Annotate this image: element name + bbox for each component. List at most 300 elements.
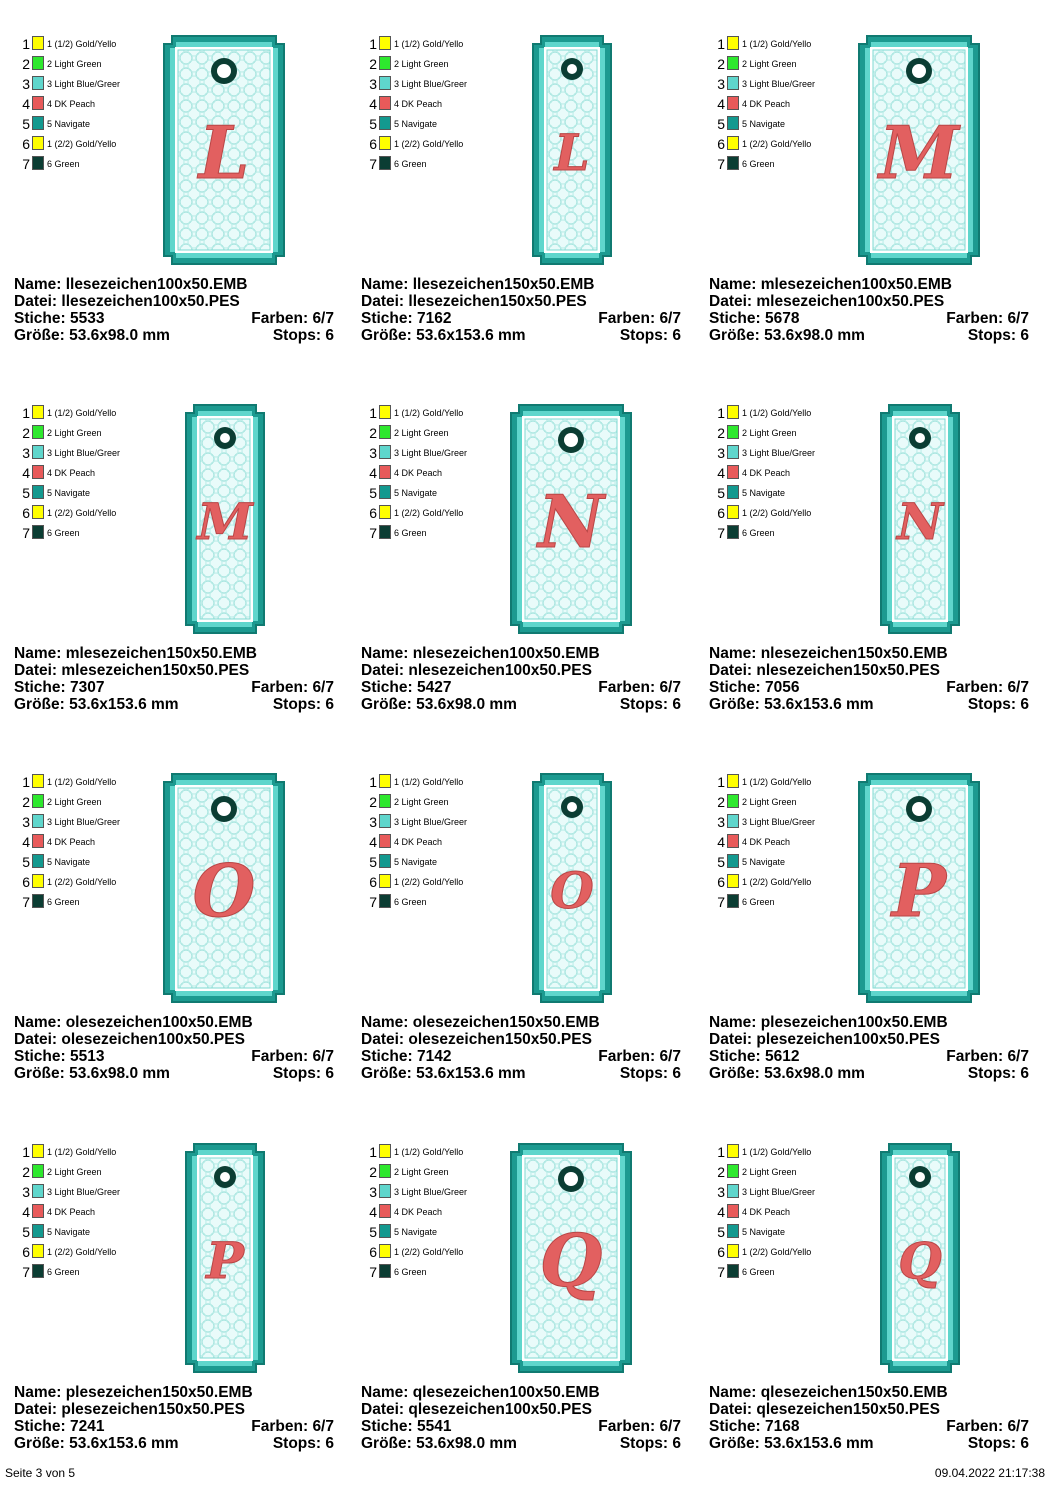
field-label: Größe: — [709, 1435, 760, 1452]
info-line — [14, 1384, 334, 1401]
legend-row — [20, 1142, 138, 1162]
legend-row — [367, 134, 485, 154]
color-swatch — [379, 1164, 391, 1178]
field-label: Stops: — [619, 327, 669, 344]
info-left — [709, 1401, 940, 1418]
legend-number: 1 — [717, 36, 725, 52]
field-label: Name: — [709, 1384, 757, 1401]
color-swatch — [727, 156, 739, 170]
info-right — [968, 696, 1029, 713]
info-left — [709, 1048, 799, 1065]
legend-number: 4 — [369, 465, 377, 481]
field-label: Stiche: — [709, 679, 761, 696]
legend-label: 2 Light Green — [394, 59, 449, 69]
info-left — [14, 696, 179, 713]
color-swatch — [379, 1144, 391, 1158]
legend-row — [715, 1222, 833, 1242]
color-swatch — [727, 1204, 739, 1218]
color-swatch — [727, 774, 739, 788]
legend-number: 1 — [22, 36, 30, 52]
legend-number: 7 — [22, 525, 30, 541]
info-line — [709, 645, 1029, 662]
field-value: 7241 — [70, 1418, 105, 1435]
info-left — [14, 327, 170, 344]
legend-number: 4 — [22, 465, 30, 481]
legend-label: 2 Light Green — [47, 797, 102, 807]
field-value: nlesezeichen150x50.PES — [756, 662, 940, 679]
legend-row — [367, 523, 485, 543]
legend-row — [715, 792, 833, 812]
field-value: 6/7 — [659, 1418, 681, 1435]
legend-label: 3 Light Blue/Greer — [47, 79, 121, 89]
legend-row — [20, 852, 138, 872]
bookmark-preview — [184, 1142, 266, 1374]
field-label: Stops: — [619, 696, 669, 713]
legend-row — [20, 94, 138, 114]
monogram-letter: M — [879, 110, 959, 195]
legend-number: 2 — [369, 425, 377, 441]
legend-row — [367, 1222, 485, 1242]
legend-label: 4 DK Peach — [47, 837, 96, 847]
field-value: 6/7 — [659, 1048, 681, 1065]
legend-number: 6 — [22, 874, 30, 890]
info-left — [361, 696, 517, 713]
color-swatch — [379, 425, 391, 439]
info-right — [620, 1435, 681, 1452]
field-label: Stiche: — [709, 310, 761, 327]
legend-label: 1 (2/2) Gold/Yello — [47, 1247, 117, 1257]
field-value: 7162 — [417, 310, 452, 327]
info-line — [14, 1065, 334, 1082]
field-value: olesezeichen100x50.PES — [61, 1031, 245, 1048]
color-swatch — [379, 525, 391, 539]
legend-label: 2 Light Green — [742, 428, 797, 438]
legend-label: 6 Green — [47, 897, 80, 907]
color-legend — [20, 34, 138, 174]
info-left — [709, 662, 940, 679]
info-line — [361, 1048, 681, 1065]
design-info — [709, 1384, 1029, 1452]
legend-number: 7 — [369, 525, 377, 541]
info-line — [709, 1435, 1029, 1452]
legend-label: 5 Navigate — [742, 1227, 786, 1237]
field-value: 53.6x153.6 mm — [764, 696, 874, 713]
info-line — [709, 293, 1029, 310]
field-value: 7307 — [70, 679, 105, 696]
field-label: Farben: — [946, 1048, 1004, 1065]
legend-row — [20, 1242, 138, 1262]
color-swatch — [32, 136, 44, 150]
color-legend — [715, 772, 833, 912]
info-left — [709, 1031, 940, 1048]
legend-number: 2 — [22, 56, 30, 72]
info-line — [709, 1418, 1029, 1435]
color-legend — [367, 772, 485, 912]
info-line — [14, 293, 334, 310]
field-value: plesezeichen100x50.PES — [756, 1031, 940, 1048]
legend-label: 5 Navigate — [47, 857, 91, 867]
field-label: Stiche: — [361, 679, 413, 696]
legend-number: 5 — [717, 854, 725, 870]
color-swatch — [379, 1244, 391, 1258]
info-right — [273, 1435, 334, 1452]
info-left — [709, 276, 952, 293]
design-card — [361, 1136, 701, 1496]
field-label: Stops: — [619, 1435, 669, 1452]
info-left — [361, 310, 451, 327]
legend-row — [20, 1182, 138, 1202]
info-right — [251, 310, 334, 327]
info-line — [361, 662, 681, 679]
legend-row — [20, 872, 138, 892]
field-label: Name: — [14, 645, 62, 662]
legend-label: 4 DK Peach — [394, 1207, 443, 1217]
legend-row — [715, 154, 833, 174]
bookmark-preview — [531, 34, 613, 266]
legend-number: 5 — [369, 854, 377, 870]
field-value: nlesezeichen100x50.PES — [408, 662, 592, 679]
legend-number: 5 — [717, 485, 725, 501]
legend-number: 3 — [22, 814, 30, 830]
legend-row — [20, 892, 138, 912]
field-value: qlesezeichen100x50.EMB — [412, 1384, 600, 1401]
info-left — [709, 310, 799, 327]
field-value: 6/7 — [312, 679, 334, 696]
info-line — [14, 1418, 334, 1435]
legend-row — [715, 114, 833, 134]
legend-number: 7 — [22, 156, 30, 172]
legend-label: 3 Light Blue/Greer — [394, 1187, 468, 1197]
legend-row — [367, 792, 485, 812]
color-swatch — [727, 116, 739, 130]
info-left — [361, 645, 600, 662]
legend-label: 1 (2/2) Gold/Yello — [394, 877, 464, 887]
legend-label: 4 DK Peach — [394, 837, 443, 847]
legend-row — [20, 1202, 138, 1222]
info-line — [709, 1065, 1029, 1082]
legend-label: 6 Green — [47, 159, 80, 169]
field-label: Datei: — [709, 1031, 753, 1048]
legend-row — [367, 812, 485, 832]
bookmark-preview — [162, 34, 286, 266]
color-swatch — [379, 485, 391, 499]
info-left — [361, 327, 526, 344]
legend-label: 1 (1/2) Gold/Yello — [47, 39, 117, 49]
info-left — [361, 1065, 526, 1082]
color-swatch — [727, 1184, 739, 1198]
legend-row — [367, 54, 485, 74]
info-line — [361, 696, 681, 713]
legend-number: 5 — [717, 1224, 725, 1240]
info-left — [14, 679, 104, 696]
legend-row — [715, 1182, 833, 1202]
legend-number: 1 — [717, 405, 725, 421]
legend-row — [367, 34, 485, 54]
info-line — [14, 1435, 334, 1452]
field-label: Farben: — [251, 679, 309, 696]
color-swatch — [379, 894, 391, 908]
field-label: Datei: — [14, 1401, 58, 1418]
legend-number: 5 — [22, 485, 30, 501]
bookmark-preview — [879, 403, 961, 635]
legend-label: 4 DK Peach — [47, 468, 96, 478]
legend-label: 2 Light Green — [47, 59, 102, 69]
color-swatch — [32, 36, 44, 50]
color-swatch — [32, 525, 44, 539]
legend-number: 6 — [369, 874, 377, 890]
color-swatch — [32, 1144, 44, 1158]
field-label: Farben: — [251, 1048, 309, 1065]
info-left — [361, 1418, 451, 1435]
legend-label: 3 Light Blue/Greer — [47, 1187, 121, 1197]
info-left — [361, 1435, 517, 1452]
legend-row — [20, 1162, 138, 1182]
color-swatch — [727, 405, 739, 419]
legend-label: 2 Light Green — [394, 1167, 449, 1177]
legend-label: 4 DK Peach — [47, 1207, 96, 1217]
legend-row — [367, 503, 485, 523]
field-label: Name: — [709, 276, 757, 293]
info-right — [620, 327, 681, 344]
field-value: 5513 — [70, 1048, 105, 1065]
legend-label: 5 Navigate — [47, 1227, 91, 1237]
field-value: 6/7 — [1007, 679, 1029, 696]
field-label: Größe: — [14, 1065, 65, 1082]
bookmark-preview — [509, 403, 633, 635]
legend-number: 6 — [717, 874, 725, 890]
field-value: llesezeichen100x50.PES — [61, 293, 240, 310]
monogram-letter: M — [197, 492, 253, 551]
legend-label: 1 (1/2) Gold/Yello — [394, 408, 464, 418]
field-label: Stiche: — [361, 1418, 413, 1435]
info-left — [361, 679, 451, 696]
info-left — [361, 1384, 600, 1401]
field-value: 53.6x153.6 mm — [416, 1065, 526, 1082]
color-swatch — [727, 1144, 739, 1158]
info-left — [361, 293, 587, 310]
legend-row — [367, 443, 485, 463]
design-card — [361, 28, 701, 388]
legend-label: 6 Green — [742, 897, 775, 907]
info-line — [361, 1384, 681, 1401]
info-line — [709, 1031, 1029, 1048]
field-value: olesezeichen100x50.EMB — [65, 1014, 253, 1031]
legend-number: 6 — [22, 1244, 30, 1260]
field-label: Name: — [361, 1384, 409, 1401]
field-value: llesezeichen100x50.EMB — [65, 276, 248, 293]
field-value: 53.6x98.0 mm — [69, 1065, 170, 1082]
monogram-letter: L — [198, 110, 250, 195]
legend-row — [715, 852, 833, 872]
info-line — [361, 276, 681, 293]
info-left — [14, 1065, 170, 1082]
info-left — [14, 1031, 245, 1048]
info-left — [709, 327, 865, 344]
legend-label: 6 Green — [394, 1267, 427, 1277]
field-value: 53.6x153.6 mm — [69, 696, 179, 713]
info-left — [361, 276, 595, 293]
color-swatch — [32, 116, 44, 130]
design-card — [361, 397, 701, 757]
bookmark-preview — [531, 772, 613, 1004]
field-value: 53.6x153.6 mm — [69, 1435, 179, 1452]
field-value: mlesezeichen100x50.PES — [756, 293, 945, 310]
field-label: Stiche: — [361, 310, 413, 327]
legend-number: 6 — [369, 136, 377, 152]
field-value: plesezeichen150x50.EMB — [65, 1384, 253, 1401]
legend-number: 6 — [717, 505, 725, 521]
legend-label: 4 DK Peach — [47, 99, 96, 109]
legend-row — [715, 872, 833, 892]
legend-row — [715, 892, 833, 912]
info-line — [14, 1401, 334, 1418]
field-label: Datei: — [361, 1401, 405, 1418]
field-value: 6/7 — [1007, 310, 1029, 327]
legend-label: 6 Green — [742, 1267, 775, 1277]
legend-number: 2 — [369, 1164, 377, 1180]
legend-number: 7 — [717, 525, 725, 541]
legend-number: 3 — [717, 76, 725, 92]
legend-row — [20, 463, 138, 483]
info-left — [14, 1014, 253, 1031]
legend-row — [715, 1262, 833, 1282]
legend-number: 7 — [369, 894, 377, 910]
field-value: 6 — [672, 1065, 681, 1082]
legend-label: 2 Light Green — [394, 797, 449, 807]
info-line — [361, 645, 681, 662]
monogram-letter: P — [206, 1231, 244, 1290]
legend-number: 5 — [369, 1224, 377, 1240]
info-right — [251, 679, 334, 696]
design-info — [14, 1384, 334, 1452]
legend-row — [715, 832, 833, 852]
bookmark-preview — [857, 772, 981, 1004]
legend-label: 3 Light Blue/Greer — [742, 448, 816, 458]
legend-row — [367, 94, 485, 114]
legend-number: 3 — [22, 1184, 30, 1200]
legend-row — [367, 483, 485, 503]
bookmark-preview — [879, 1142, 961, 1374]
design-info — [361, 645, 681, 713]
field-label: Farben: — [598, 679, 656, 696]
field-value: llesezeichen150x50.PES — [408, 293, 587, 310]
field-value: 6 — [325, 327, 334, 344]
field-value: 6/7 — [1007, 1418, 1029, 1435]
bookmark-preview — [509, 1142, 633, 1374]
info-left — [14, 276, 248, 293]
legend-row — [367, 403, 485, 423]
field-value: nlesezeichen100x50.EMB — [412, 645, 600, 662]
legend-row — [367, 1142, 485, 1162]
design-card — [709, 1136, 1049, 1496]
field-value: 6 — [1020, 1435, 1029, 1452]
legend-label: 1 (2/2) Gold/Yello — [47, 508, 117, 518]
field-label: Farben: — [251, 1418, 309, 1435]
field-label: Farben: — [946, 679, 1004, 696]
info-right — [598, 679, 681, 696]
legend-label: 3 Light Blue/Greer — [742, 1187, 816, 1197]
legend-label: 1 (1/2) Gold/Yello — [47, 408, 117, 418]
legend-row — [715, 503, 833, 523]
legend-row — [367, 892, 485, 912]
color-swatch — [379, 405, 391, 419]
field-label: Datei: — [14, 662, 58, 679]
design-card — [709, 28, 1049, 388]
info-right — [946, 679, 1029, 696]
info-right — [968, 327, 1029, 344]
color-swatch — [32, 76, 44, 90]
legend-row — [367, 423, 485, 443]
legend-number: 5 — [22, 1224, 30, 1240]
legend-row — [715, 1162, 833, 1182]
legend-row — [20, 154, 138, 174]
info-left — [709, 1014, 948, 1031]
legend-number: 6 — [717, 136, 725, 152]
color-swatch — [32, 465, 44, 479]
color-legend — [367, 1142, 485, 1282]
info-left — [14, 1384, 253, 1401]
color-swatch — [32, 1244, 44, 1258]
legend-row — [20, 114, 138, 134]
info-right — [620, 696, 681, 713]
legend-label: 5 Navigate — [742, 119, 786, 129]
bookmark-preview — [162, 772, 286, 1004]
info-right — [273, 327, 334, 344]
legend-label: 1 (1/2) Gold/Yello — [742, 777, 812, 787]
color-swatch — [379, 774, 391, 788]
color-swatch — [727, 136, 739, 150]
color-swatch — [379, 445, 391, 459]
field-value: 6 — [672, 1435, 681, 1452]
field-label: Datei: — [361, 662, 405, 679]
legend-number: 5 — [22, 854, 30, 870]
color-swatch — [727, 445, 739, 459]
legend-label: 5 Navigate — [742, 857, 786, 867]
color-swatch — [379, 794, 391, 808]
legend-label: 5 Navigate — [47, 119, 91, 129]
legend-label: 1 (2/2) Gold/Yello — [394, 139, 464, 149]
legend-label: 5 Navigate — [394, 1227, 438, 1237]
legend-number: 2 — [717, 1164, 725, 1180]
page-indicator: Seite 3 von 5 — [5, 1466, 76, 1480]
color-swatch — [727, 794, 739, 808]
field-label: Stiche: — [14, 1418, 66, 1435]
color-swatch — [32, 814, 44, 828]
color-swatch — [32, 874, 44, 888]
info-right — [946, 310, 1029, 327]
field-value: 7056 — [765, 679, 800, 696]
info-line — [709, 276, 1029, 293]
legend-label: 4 DK Peach — [742, 468, 791, 478]
legend-label: 1 (2/2) Gold/Yello — [394, 1247, 464, 1257]
legend-number: 1 — [22, 405, 30, 421]
field-value: 53.6x153.6 mm — [416, 327, 526, 344]
legend-row — [715, 772, 833, 792]
legend-number: 6 — [369, 505, 377, 521]
info-right — [251, 1048, 334, 1065]
field-label: Name: — [14, 276, 62, 293]
info-line — [709, 1014, 1029, 1031]
field-label: Größe: — [361, 1435, 412, 1452]
color-swatch — [727, 76, 739, 90]
legend-row — [20, 34, 138, 54]
legend-row — [715, 483, 833, 503]
legend-label: 4 DK Peach — [742, 99, 791, 109]
monogram-letter: N — [538, 479, 604, 564]
legend-number: 4 — [717, 834, 725, 850]
info-line — [14, 696, 334, 713]
legend-label: 2 Light Green — [742, 797, 797, 807]
